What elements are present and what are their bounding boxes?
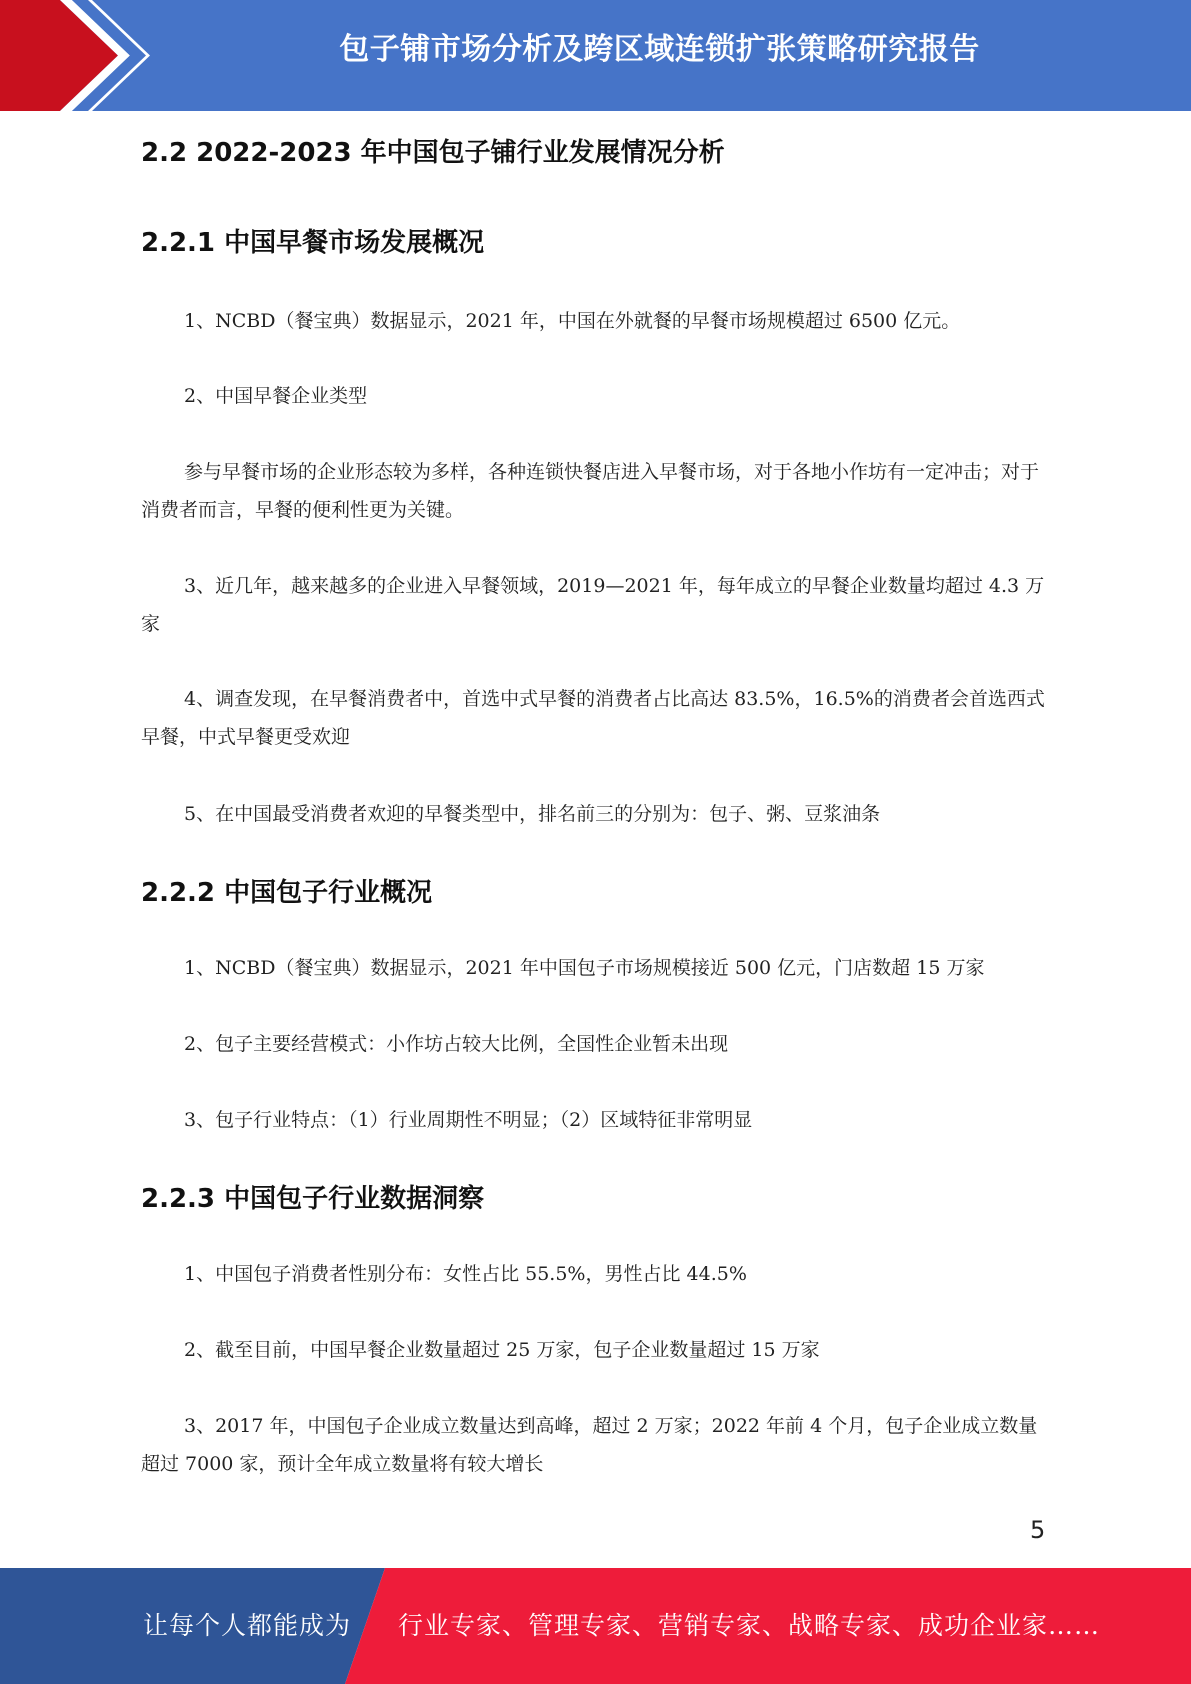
paragraph: 2、截至目前，中国早餐企业数量超过 25 万家，包子企业数量超过 15 万家 <box>184 1339 820 1361</box>
paragraph: 4、调查发现，在早餐消费者中，首选中式早餐的消费者占比高达 83.5%，16.5%的消费者会首选西式早餐，中式早餐更受欢迎 <box>141 688 1045 748</box>
section-heading-2-2-2: 2.2.2 中国包子行业概况 <box>141 878 433 908</box>
paragraph: 3、包子行业特点：（1）行业周期性不明显；（2）区域特征非常明显 <box>184 1109 753 1131</box>
paragraph: 1、NCBD（餐宝典）数据显示，2021 年，中国在外就餐的早餐市场规模超过 6500 亿元。 <box>184 310 961 332</box>
paragraph: 3、2017 年，中国包子企业成立数量达到高峰，超过 2 万家；2022 年前 4 个月，包子企业成立数量超过 7000 家，预计全年成立数量将有较大增长 <box>141 1415 1038 1475</box>
paragraph: 1、中国包子消费者性别分布：女性占比 55.5%，男性占比 44.5% <box>184 1263 747 1285</box>
section-heading-2-2-3: 2.2.3 中国包子行业数据洞察 <box>141 1184 485 1214</box>
paragraph: 2、包子主要经营模式：小作坊占较大比例，全国性企业暂未出现 <box>184 1033 729 1055</box>
header-banner <box>0 0 1191 111</box>
paragraph: 5、在中国最受消费者欢迎的早餐类型中，排名前三的分别为：包子、粥、豆浆油条 <box>184 803 881 825</box>
header-arrow-decoration <box>0 0 160 111</box>
section-heading-2-2-1: 2.2.1 中国早餐市场发展概况 <box>141 228 485 258</box>
footer-banner <box>0 1568 1191 1684</box>
section-heading-2-2: 2.2 2022-2023 年中国包子铺行业发展情况分析 <box>141 138 725 168</box>
footer-slogan-right: 行业专家、管理专家、营销专家、战略专家、成功企业家…… <box>398 1611 1101 1640</box>
report-title: 包子铺市场分析及跨区域连锁扩张策略研究报告 <box>339 32 980 67</box>
paragraph: 3、近几年，越来越多的企业进入早餐领域，2019—2021 年，每年成立的早餐企业数量均超过 4.3 万家 <box>141 575 1045 635</box>
paragraph: 1、NCBD（餐宝典）数据显示，2021 年中国包子市场规模接近 500 亿元，门店数超 15 万家 <box>184 957 985 979</box>
page-number: 5 <box>1030 1516 1046 1544</box>
footer-slogan-left: 让每个人都能成为 <box>143 1611 352 1640</box>
paragraph: 参与早餐市场的企业形态较为多样，各种连锁快餐店进入早餐市场，对于各地小作坊有一定冲击；对于消费者而言，早餐的便利性更为关键。 <box>141 461 1040 521</box>
paragraph: 2、中国早餐企业类型 <box>184 385 368 407</box>
